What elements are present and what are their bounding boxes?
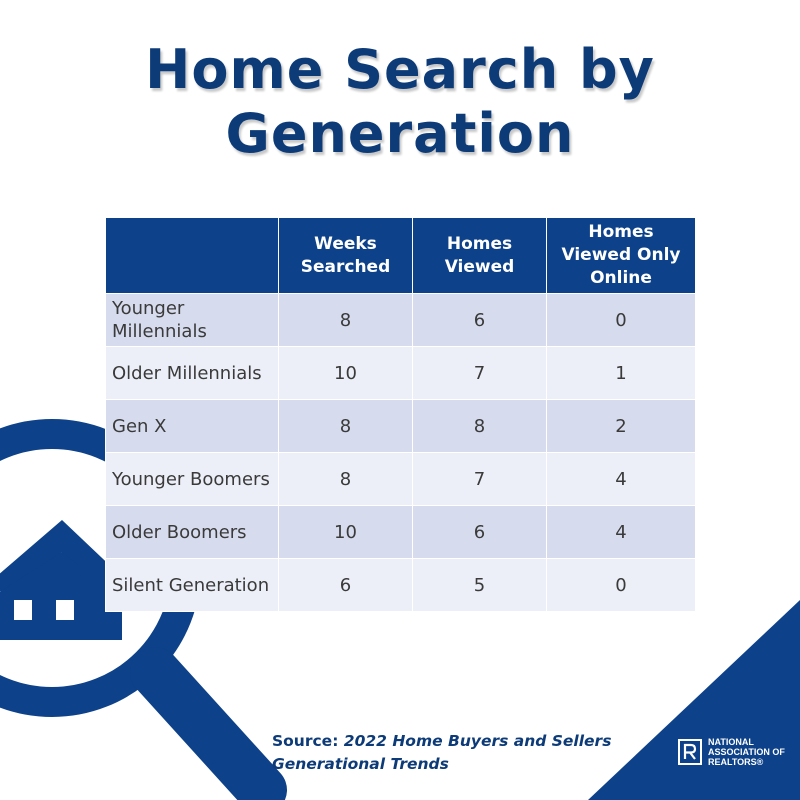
cell-homes-viewed: 7 (413, 453, 547, 506)
table-row (106, 559, 696, 612)
header-row (106, 218, 696, 294)
cell-homes-viewed-online: 0 (547, 294, 696, 347)
table-row (106, 347, 696, 400)
table-row (106, 400, 696, 453)
cell-homes-viewed-online: 4 (547, 453, 696, 506)
cell-weeks-searched: 10 (279, 347, 413, 400)
nar-line-1: NATIONAL (708, 737, 754, 747)
title-line-2: Generation (225, 102, 575, 165)
row-label: Older Millennials (106, 347, 279, 400)
header-weeks-searched: Weeks Searched (279, 218, 413, 294)
cell-homes-viewed: 5 (413, 559, 547, 612)
cell-homes-viewed-online: 1 (547, 347, 696, 400)
cell-weeks-searched: 8 (279, 453, 413, 506)
source-title: 2022 Home Buyers and Sellers Generational Trends (272, 732, 612, 773)
cell-homes-viewed: 6 (413, 506, 547, 559)
nar-logo (678, 737, 785, 767)
header-blank (106, 218, 279, 294)
cell-homes-viewed: 8 (413, 400, 547, 453)
row-label: Silent Generation (106, 559, 279, 612)
cell-homes-viewed-online: 0 (547, 559, 696, 612)
cell-weeks-searched: 6 (279, 559, 413, 612)
cell-homes-viewed: 6 (413, 294, 547, 347)
row-label: Gen X (106, 400, 279, 453)
table-row (106, 506, 696, 559)
cell-weeks-searched: 10 (279, 506, 413, 559)
header-homes-viewed: Homes Viewed (413, 218, 547, 294)
table-row (106, 453, 696, 506)
nar-logo-text (708, 737, 785, 767)
page-title (0, 38, 800, 166)
nar-line-2: ASSOCIATION OF (708, 747, 785, 757)
row-label: Older Boomers (106, 506, 279, 559)
nar-line-3: REALTORS® (708, 757, 764, 767)
realtor-r-icon (678, 739, 702, 765)
title-line-1: Home Search by (145, 38, 655, 101)
cell-homes-viewed-online: 4 (547, 506, 696, 559)
row-label: Younger Millennials (106, 294, 279, 347)
cell-homes-viewed-online: 2 (547, 400, 696, 453)
source-note (272, 730, 652, 776)
cell-weeks-searched: 8 (279, 400, 413, 453)
table-row (106, 294, 696, 347)
header-homes-viewed-online: Homes Viewed Only Online (547, 218, 696, 294)
cell-weeks-searched: 8 (279, 294, 413, 347)
source-prefix: Source: (272, 732, 344, 750)
generation-table (105, 218, 696, 612)
cell-homes-viewed: 7 (413, 347, 547, 400)
row-label: Younger Boomers (106, 453, 279, 506)
